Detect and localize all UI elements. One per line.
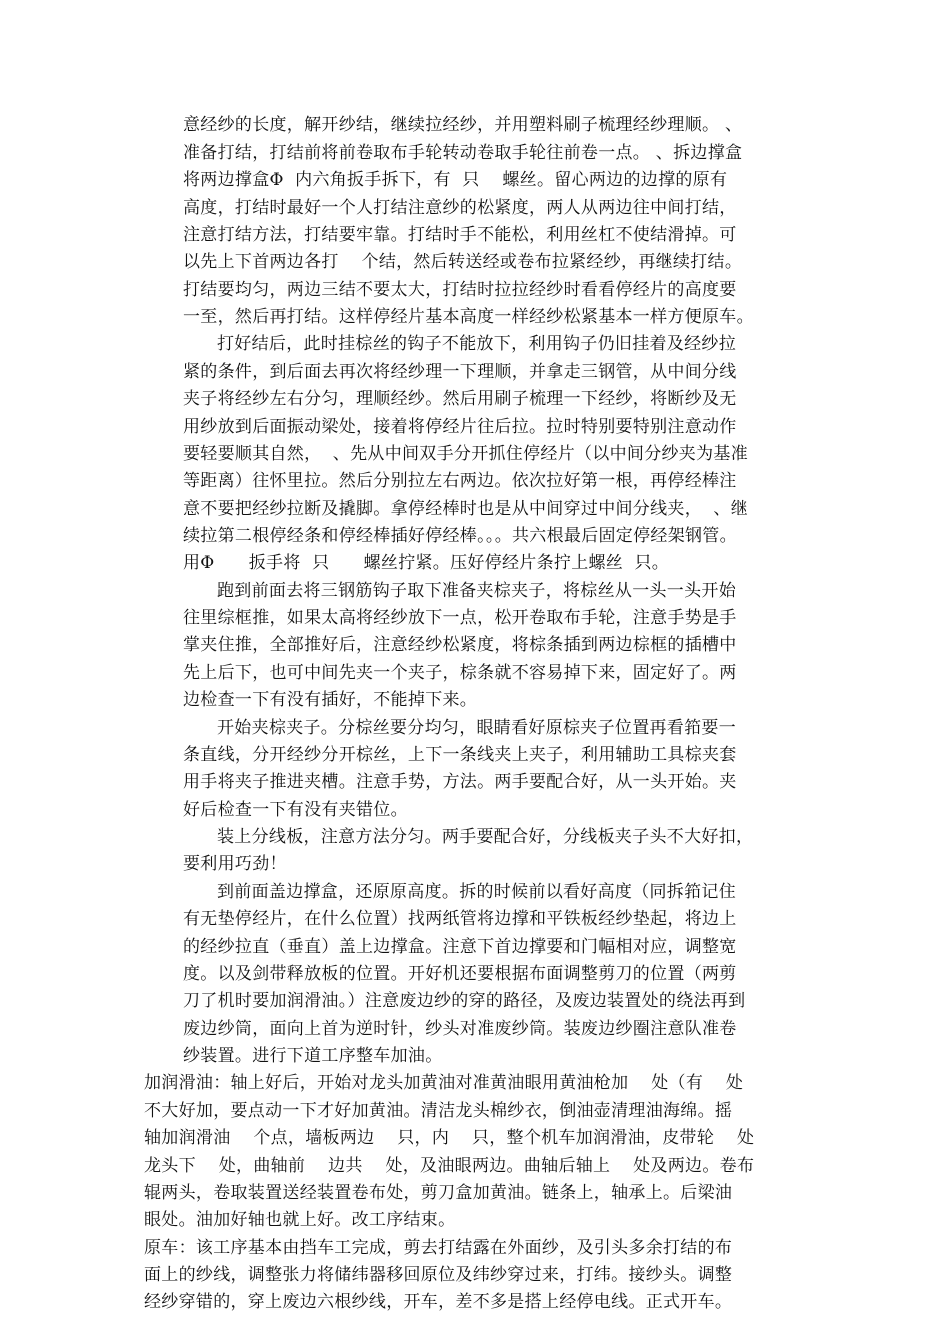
text-line: 续拉第二根停经条和停经棒插好停经棒。。。共六根最后固定停经架钢管。 — [183, 526, 737, 546]
text-line: 条直线，分开经纱分开棕丝，上下一条线夹上夹子，利用辅助工具棕夹套 — [183, 745, 737, 765]
text-line: 边检查一下有没有插好，不能掉下来。 — [183, 690, 478, 710]
text-line: 一至，然后再打结。这样停经片基本高度一样经纱松紧基本一样方便原车。 — [183, 307, 754, 327]
text-line: 掌夹住推，全部推好后，注意经纱松紧度，将棕条插到两边棕框的插槽中 — [183, 635, 737, 655]
text-line: 的经纱拉直（垂直）盖上边撑盒。注意下首边撑要和门幅相对应，调整宽 — [183, 937, 737, 957]
text-line: 注意打结方法，打结要牢靠。打结时手不能松，利用丝杠不使结滑掉。可 — [183, 225, 737, 245]
text-line: 以先上下首两边各打 个结，然后转送经或卷布拉紧经纱，再继续打结。 — [183, 252, 743, 272]
text-line: 紧的条件，到后面去再次将经纱理一下理顺，并拿走三钢管，从中间分线 — [183, 362, 737, 382]
text-line: 到前面盖边撑盒，还原原高度。拆的时候前以看好高度（同拆筘记住 — [217, 882, 736, 902]
text-line: 打好结后，此时挂棕丝的钩子不能放下，利用钩子仍旧挂着及经纱拉 — [217, 334, 736, 354]
text-line: 轴加润滑油 个点，墙板两边 只，内 只，整个机车加润滑油，皮带轮 处 — [144, 1128, 755, 1148]
text-line: 先上后下，也可中间先夹一个夹子，棕条就不容易掉下来，固定好了。两 — [183, 663, 737, 683]
text-line: 眼处。油加好轴也就上好。改工序结束。 — [144, 1210, 456, 1230]
text-line: 将两边撑盒Φ 内六角扳手拆下，有 只 螺丝。留心两边的边撑的原有 — [183, 170, 728, 190]
text-line: 用Φ 扳手将 只 螺丝拧紧。压好停经片条拧上螺丝 只。 — [183, 553, 670, 573]
text-line: 准备打结，打结前将前卷取布手轮转动卷取手轮往前卷一点。 、拆边撑盒 — [183, 143, 743, 163]
text-line: 用手将夹子推进夹槽。注意手势，方法。两手要配合好，从一头开始。夹 — [183, 772, 737, 792]
text-line: 度。以及剑带释放板的位置。开好机还要根据布面调整剪刀的位置（两剪 — [183, 964, 737, 984]
text-line: 龙头下 处，曲轴前 边共 处，及油眼两边。曲轴后轴上 处及两边。卷布 — [144, 1156, 755, 1176]
text-line: 等距离）往怀里拉。然后分别拉左右两边。依次拉好第一根，再停经棒注 — [183, 471, 737, 491]
text-line: 加润滑油：轴上好后，开始对龙头加黄油对准黄油眼用黄油枪加 处（有 处 — [144, 1073, 744, 1093]
text-line: 纱装置。进行下道工序整车加油。 — [183, 1046, 443, 1066]
text-line: 意经纱的长度，解开纱结，继续拉经纱，并用塑料刷子梳理经纱理顺。 、 — [183, 115, 743, 135]
text-line: 用纱放到后面振动梁处，接着将停经片往后拉。拉时特别要特别注意动作 — [183, 417, 737, 437]
text-line: 要利用巧劲！ — [183, 854, 287, 874]
text-line: 刀了机时要加润滑油。）注意废边纱的穿的路径，及废边装置处的绕法再到 — [183, 991, 746, 1011]
text-line: 往里综框推，如果太高将经纱放下一点，松开卷取布手轮，注意手势是手 — [183, 608, 737, 628]
text-line: 有无垫停经片，在什么位置）找两纸管将边撑和平铁板经纱垫起，将边上 — [183, 909, 737, 929]
text-line: 打结要均匀，两边三结不要太大，打结时拉拉经纱时看看停经片的高度要 — [183, 280, 737, 300]
text-line: 废边纱筒，面向上首为逆时针，纱头对准废纱筒。装废边纱圈注意队准卷 — [183, 1019, 737, 1039]
text-line: 原车：该工序基本由挡车工完成，剪去打结露在外面纱，及引头多余打结的布 — [144, 1238, 733, 1258]
text-line: 好后检查一下有没有夹错位。 — [183, 800, 408, 820]
text-line: 开始夹棕夹子。分棕丝要分均匀，眼睛看好原棕夹子位置再看筘要一 — [217, 718, 736, 738]
text-line: 辊两头，卷取装置送经装置卷布处，剪刀盒加黄油。链条上，轴承上。后梁油 — [144, 1183, 733, 1203]
text-line: 夹子将经纱左右分匀，理顺经纱。然后用刷子梳理一下经纱，将断纱及无 — [183, 389, 737, 409]
text-line: 不大好加，要点动一下才好加黄油。清洁龙头棉纱衣，倒油壶清理油海绵。摇 — [144, 1101, 733, 1121]
text-line: 要轻要顺其自然， 、先从中间双手分开抓住停经片（以中间分纱夹为基准 — [183, 444, 749, 464]
text-line: 高度，打结时最好一个人打结注意纱的松紧度，两人从两边往中间打结， — [183, 198, 737, 218]
text-line: 装上分线板，注意方法分匀。两手要配合好，分线板夹子头不大好扣， — [217, 827, 754, 847]
text-line: 跑到前面去将三钢筋钩子取下准备夹棕夹子，将棕丝从一头一头开始 — [217, 581, 736, 601]
text-line: 面上的纱线，调整张力将储纬器移回原位及纬纱穿过来，打纬。接纱头。调整 — [144, 1265, 733, 1285]
text-line: 意不要把经纱拉断及撬脚。拿停经棒时也是从中间穿过中间分线夹， 、继 — [183, 499, 749, 519]
text-line: 经纱穿错的，穿上废边六根纱线，开车，差不多是搭上经停电线。正式开车。 — [144, 1292, 733, 1312]
